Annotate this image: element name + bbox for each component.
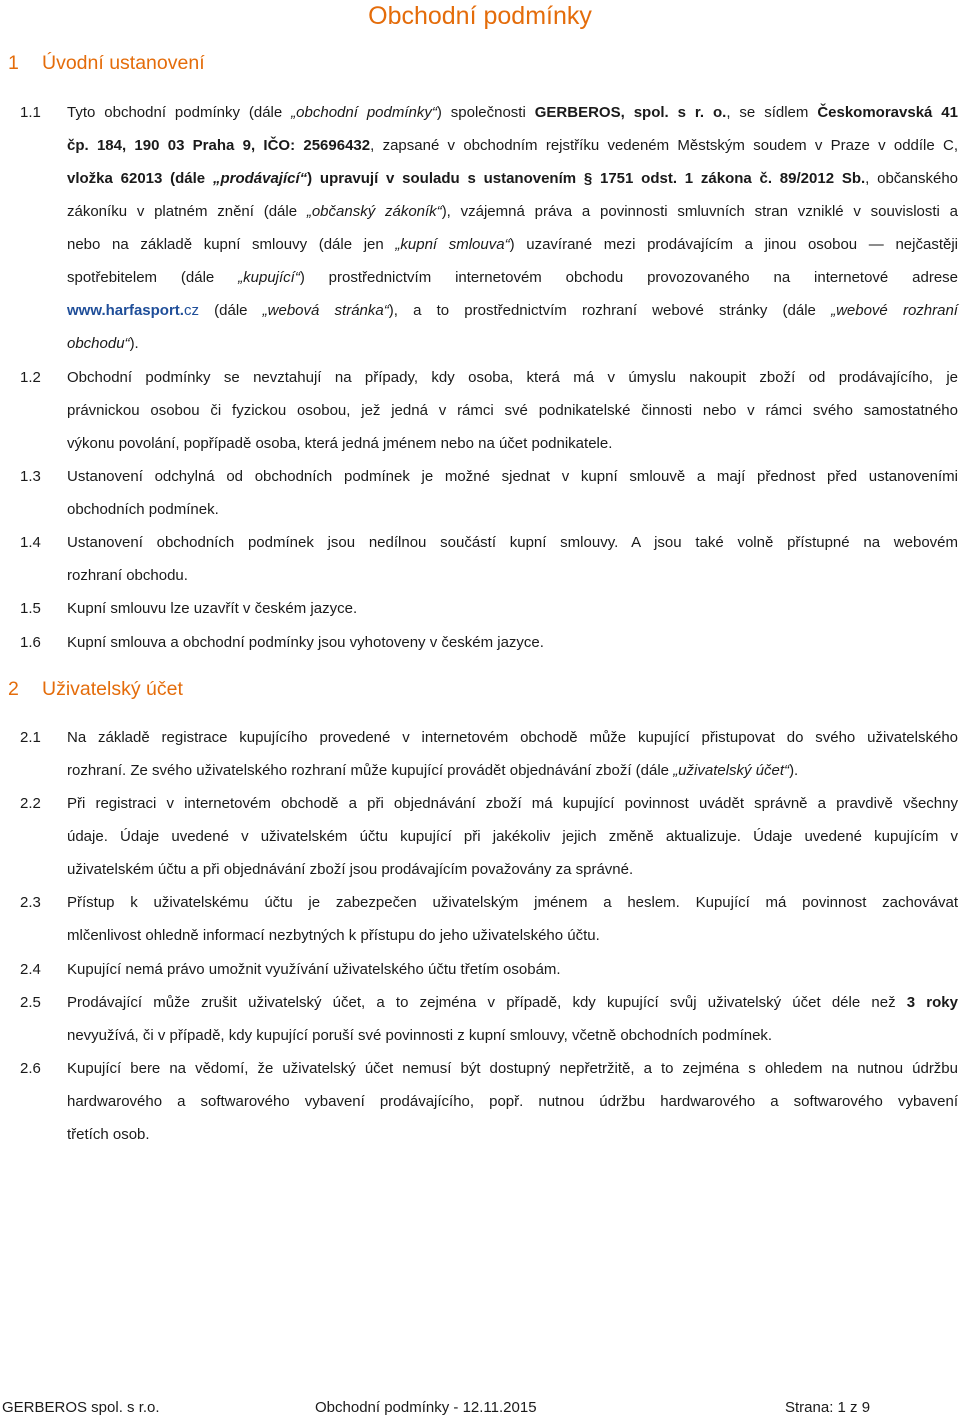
- clause-line: uživatelském účtu a při objednávání zboží jsou prodávajícím považovány za správné.: [67, 861, 634, 878]
- clause-line: údaje. Údaje uvedené v uživatelském účtu kupující při jakékoliv jejich změně aktualizuje. Údaje uvedené kupujícím v: [67, 828, 958, 845]
- clause-line: Obchodní podmínky se nevztahují na případy, kdy osoba, která má v úmyslu nakoupit zboží od prodávajícího, je: [67, 369, 958, 386]
- footer-company: GERBEROS spol. s r.o.: [2, 1399, 160, 1416]
- section-number: 1: [8, 52, 19, 74]
- clause-line: www.harfasport.cz (dále „webová stránka“), a to prostřednictvím rozhraní webové stránky (dále „webové rozhraní: [67, 302, 958, 319]
- website-link[interactable]: www.harfasport.: [67, 302, 184, 319]
- clause-text: [67, 986, 958, 1052]
- clause-text: [67, 886, 958, 952]
- clause-line: rozhraní. Ze svého uživatelského rozhraní může kupující provádět objednávání zboží (dále „uživatelský účet“).: [67, 762, 799, 779]
- clause-number: 1.6: [20, 634, 41, 651]
- clause-line: právnickou osobou či fyzickou osobou, jež jedná v rámci své podnikatelské činnosti nebo v rámci svého samostatného: [67, 402, 958, 419]
- clause-number: 2.2: [20, 795, 41, 812]
- clause-line: Kupní smlouvu lze uzavřít v českém jazyce.: [67, 600, 358, 617]
- clause-line: Na základě registrace kupujícího provedené v internetovém obchodě může kupující přistupovat do svého uživatelského: [67, 729, 958, 746]
- clause-number: 2.5: [20, 994, 41, 1011]
- document-title: Obchodní podmínky: [368, 2, 592, 30]
- clause-text: [67, 526, 958, 592]
- clause-line: obchodních podmínek.: [67, 501, 219, 518]
- clause-number: 2.3: [20, 894, 41, 911]
- footer-page-number: Strana: 1 z 9: [785, 1399, 871, 1416]
- clause-number: 1.4: [20, 534, 41, 551]
- clause-text: [67, 460, 958, 526]
- clause-number: 1.2: [20, 369, 41, 386]
- clause-text: [67, 721, 958, 787]
- clause-line: Prodávající může zrušit uživatelský účet, a to zejména v případě, kdy kupující svůj uživatelský účet déle než 3 roky: [67, 994, 958, 1011]
- section-heading-2: [8, 676, 183, 702]
- clause-text: [67, 1052, 958, 1151]
- footer-document: Obchodní podmínky - 12.11.2015: [315, 1399, 537, 1416]
- clause-text: [67, 626, 958, 659]
- clause-line: rozhraní obchodu.: [67, 567, 188, 584]
- clause-text: [67, 361, 958, 460]
- clause-line: nevyužívá, či v případě, kdy kupující poruší své povinnosti z kupní smlouvy, včetně obchodních podmínek.: [67, 1027, 773, 1044]
- clause-line: Kupní smlouva a obchodní podmínky jsou vyhotoveny v českém jazyce.: [67, 634, 544, 651]
- clause-line: hardwarového a softwarového vybavení prodávajícího, popř. nutnou údržbu hardwarového a softwarového vybavení: [67, 1093, 958, 1110]
- clause-text: [67, 96, 958, 360]
- clause-number: 2.4: [20, 961, 41, 978]
- clause-line: Tyto obchodní podmínky (dále „obchodní podmínky“) společnosti GERBEROS, spol. s r. o., se sídlem Českomoravská 41: [67, 104, 958, 121]
- clause-number: 1.1: [20, 104, 41, 121]
- clause-line: Ustanovení obchodních podmínek jsou nedílnou součástí kupní smlouvy. A jsou také volně přístupné na webovém: [67, 534, 958, 551]
- clause-line: Při registraci v internetovém obchodě a při objednávání zboží má kupující povinnost uvádět správně a pravdivě všechny: [67, 795, 958, 812]
- section-title: Uživatelský účet: [42, 678, 183, 700]
- clause-text: [67, 953, 958, 986]
- section-number: 2: [8, 678, 19, 700]
- section-title: Úvodní ustanovení: [42, 52, 205, 74]
- clause-line: nebo na základě kupní smlouvy (dále jen „kupní smlouva“) uzavírané mezi prodávajícím a jinou osobou — nejčastěji: [67, 236, 958, 253]
- clause-number: 1.3: [20, 468, 41, 485]
- clause-line: mlčenlivost ohledně informací nezbytných k přístupu do jeho uživatelského účtu.: [67, 927, 600, 944]
- clause-number: 2.6: [20, 1060, 41, 1077]
- clause-number: 1.5: [20, 600, 41, 617]
- clause-line: čp. 184, 190 03 Praha 9, IČO: 25696432, zapsané v obchodním rejstříku vedeném Městským soudem v Praze v oddíle C,: [67, 137, 958, 154]
- clause-line: zákoníku v platném znění (dále „občanský zákoník“), vzájemná práva a povinnosti smluvních stran vzniklé v souvislosti a: [67, 203, 958, 220]
- clause-line: Ustanovení odchylná od obchodních podmínek je možné sjednat v kupní smlouvě a mají přednost před ustanoveními: [67, 468, 958, 485]
- section-heading-1: [8, 50, 205, 76]
- clause-line: spotřebitelem (dále „kupující“) prostřednictvím internetovém obchodu provozovaného na internetové adrese: [67, 269, 959, 286]
- clause-text: [67, 787, 958, 886]
- clause-line: Kupující nemá právo umožnit využívání uživatelského účtu třetím osobám.: [67, 961, 561, 978]
- clause-line: obchodu“).: [67, 335, 139, 352]
- clause-line: Kupující bere na vědomí, že uživatelský účet nemusí být dostupný nepřetržitě, a to zejména s ohledem na nutnou údržbu: [67, 1060, 958, 1077]
- clause-line: Přístup k uživatelskému účtu je zabezpečen uživatelským jménem a heslem. Kupující má povinnost zachovávat: [67, 894, 958, 911]
- clause-number: 2.1: [20, 729, 41, 746]
- clause-line: třetích osob.: [67, 1126, 150, 1143]
- clause-line: výkonu povolání, popřípadě osoba, která jedná jménem nebo na účet podnikatele.: [67, 435, 613, 452]
- clause-line: vložka 62013 (dále „prodávající“) upravují v souladu s ustanovením § 1751 odst. 1 zákona č. 89/2012 Sb., občanského: [67, 170, 959, 187]
- clause-text: [67, 592, 958, 625]
